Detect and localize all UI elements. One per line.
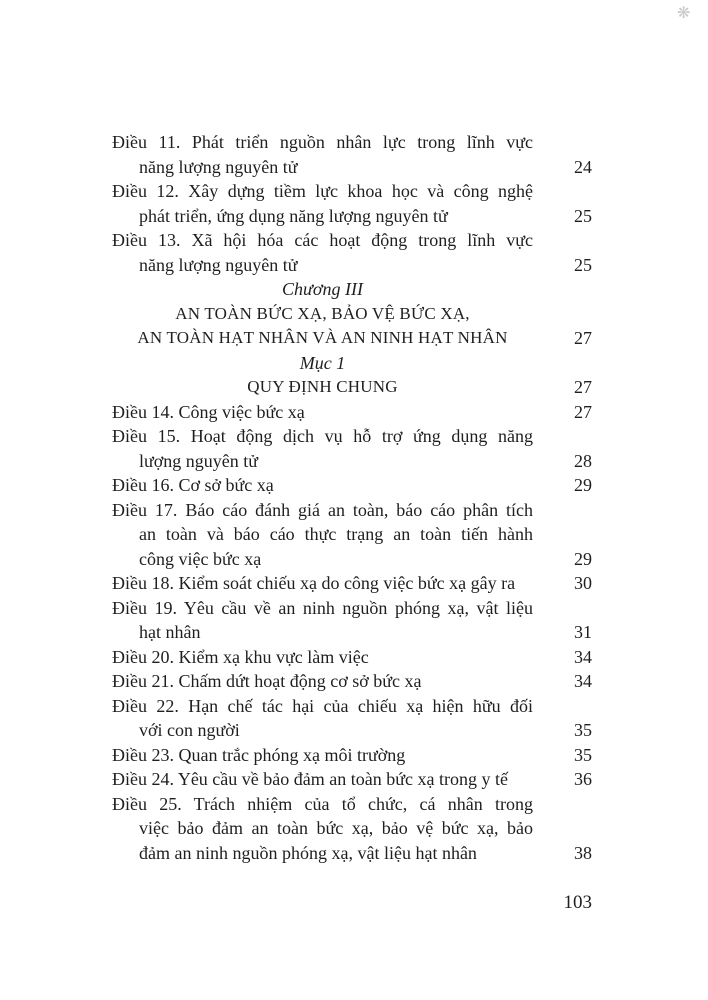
toc-line: Điều 14. Công việc bức xạ	[112, 401, 305, 422]
toc-page-number: 25	[574, 254, 592, 275]
flower-ornament-icon: ❋	[677, 3, 691, 22]
toc-entry-lines	[112, 400, 592, 425]
toc-line: Điều 20. Kiểm xạ khu vực làm việc	[112, 646, 369, 667]
toc-line: lượng nguyên tử	[139, 450, 259, 471]
toc-entry	[112, 743, 592, 768]
toc-entry-lines	[112, 351, 592, 376]
toc-line: công việc bức xạ	[139, 548, 262, 569]
toc-entry-lines	[112, 424, 592, 473]
toc-section-label	[112, 351, 592, 376]
toc-line: hạt nhân	[139, 622, 201, 642]
toc-line: năng lượng nguyên tử	[139, 156, 298, 177]
toc-line: Điều 17. Báo cáo đánh giá an toàn, báo cáo phân tích	[112, 499, 533, 520]
toc-entry	[112, 179, 592, 228]
toc-entry-lines	[112, 596, 592, 645]
toc-entry	[112, 645, 592, 670]
toc-line: Điều 25. Trách nhiệm của tổ chức, cá nhân trong	[112, 793, 533, 814]
toc-entry	[112, 228, 592, 277]
toc-line: Điều 12. Xây dựng tiềm lực khoa học và công nghệ	[112, 181, 533, 201]
toc-entry	[112, 498, 592, 572]
toc-entry-lines	[112, 498, 592, 572]
toc-line: Điều 24. Yêu cầu về bảo đảm an toàn bức xạ trong y tế	[112, 769, 508, 789]
page-number: 103	[563, 892, 592, 913]
toc-page-number: 27	[574, 328, 592, 348]
toc-page-number: 34	[574, 671, 592, 691]
toc-page-number: 38	[574, 842, 592, 863]
toc-line: năng lượng nguyên tử	[139, 254, 298, 275]
toc-line: Điều 13. Xã hội hóa các hoạt động trong lĩnh vực	[112, 230, 533, 250]
toc-page-number: 28	[574, 450, 592, 471]
toc-entry	[112, 596, 592, 645]
toc-line: Điều 23. Quan trắc phóng xạ môi trường	[112, 744, 406, 765]
toc-entry-lines	[112, 473, 592, 498]
toc-page-number: 29	[574, 475, 592, 495]
toc-entry	[112, 473, 592, 498]
toc-line: QUY ĐỊNH CHUNG	[247, 377, 398, 396]
toc-line: Điều 11. Phát triển nguồn nhân lực trong lĩnh vực	[112, 132, 533, 152]
toc-page-number: 31	[574, 622, 592, 642]
toc-entry-lines	[112, 792, 592, 866]
toc-page-number: 30	[574, 573, 592, 593]
toc-entry-lines	[112, 375, 592, 400]
toc-entry	[112, 669, 592, 694]
toc-entry-lines	[112, 669, 592, 694]
table-of-contents	[112, 130, 592, 865]
toc-line: phát triển, ứng dụng năng lượng nguyên tử	[139, 205, 448, 226]
toc-page-number: 36	[574, 769, 592, 789]
toc-entry-lines	[112, 571, 592, 596]
toc-page-number: 27	[574, 377, 592, 397]
toc-chapter-title	[112, 302, 592, 351]
toc-line: Điều 18. Kiểm soát chiếu xạ do công việc bức xạ gây ra	[112, 573, 516, 593]
toc-line: với con người	[139, 720, 240, 740]
toc-line: Điều 19. Yêu cầu về an ninh nguồn phóng xạ, vật liệu	[112, 597, 533, 618]
toc-entry	[112, 130, 592, 179]
toc-line: Chương III	[282, 279, 363, 299]
toc-line: Điều 22. Hạn chế tác hại của chiếu xạ hiện hữu đối	[112, 695, 533, 716]
toc-line: Mục 1	[299, 352, 346, 373]
toc-entry-lines	[112, 277, 592, 302]
toc-line: an toàn và báo cáo thực trạng an toàn tiến hành	[139, 524, 533, 544]
toc-page-number: 35	[574, 744, 592, 765]
toc-entry-lines	[112, 694, 592, 743]
toc-entry	[112, 694, 592, 743]
toc-line: Điều 15. Hoạt động dịch vụ hỗ trợ ứng dụng năng	[112, 426, 533, 446]
toc-line: việc bảo đảm an toàn bức xạ, bảo vệ bức xạ, bảo	[139, 818, 533, 838]
toc-entry	[112, 792, 592, 866]
toc-entry-lines	[112, 130, 592, 179]
toc-chapter-label	[112, 277, 592, 302]
toc-page-number: 34	[574, 646, 592, 667]
toc-page-number: 35	[574, 720, 592, 740]
toc-entry-lines	[112, 645, 592, 670]
toc-entry	[112, 400, 592, 425]
toc-entry-lines	[112, 302, 592, 351]
toc-entry	[112, 767, 592, 792]
toc-entry	[112, 571, 592, 596]
toc-entry-lines	[112, 179, 592, 228]
toc-section-title	[112, 375, 592, 400]
toc-line: Điều 16. Cơ sở bức xạ	[112, 475, 274, 495]
toc-line: AN TOÀN HẠT NHÂN VÀ AN NINH HẠT NHÂN	[137, 328, 508, 347]
toc-entry-lines	[112, 743, 592, 768]
toc-line: đảm an ninh nguồn phóng xạ, vật liệu hạt nhân	[139, 842, 477, 863]
toc-entry-lines	[112, 228, 592, 277]
toc-page-number: 25	[574, 205, 592, 226]
toc-page-number: 29	[574, 548, 592, 569]
toc-entry	[112, 424, 592, 473]
toc-page-number: 24	[574, 156, 592, 177]
toc-page-number: 27	[574, 401, 592, 422]
toc-entry-lines	[112, 767, 592, 792]
toc-line: AN TOÀN BỨC XẠ, BẢO VỆ BỨC XẠ,	[175, 303, 470, 323]
toc-line: Điều 21. Chấm dứt hoạt động cơ sở bức xạ	[112, 671, 422, 691]
